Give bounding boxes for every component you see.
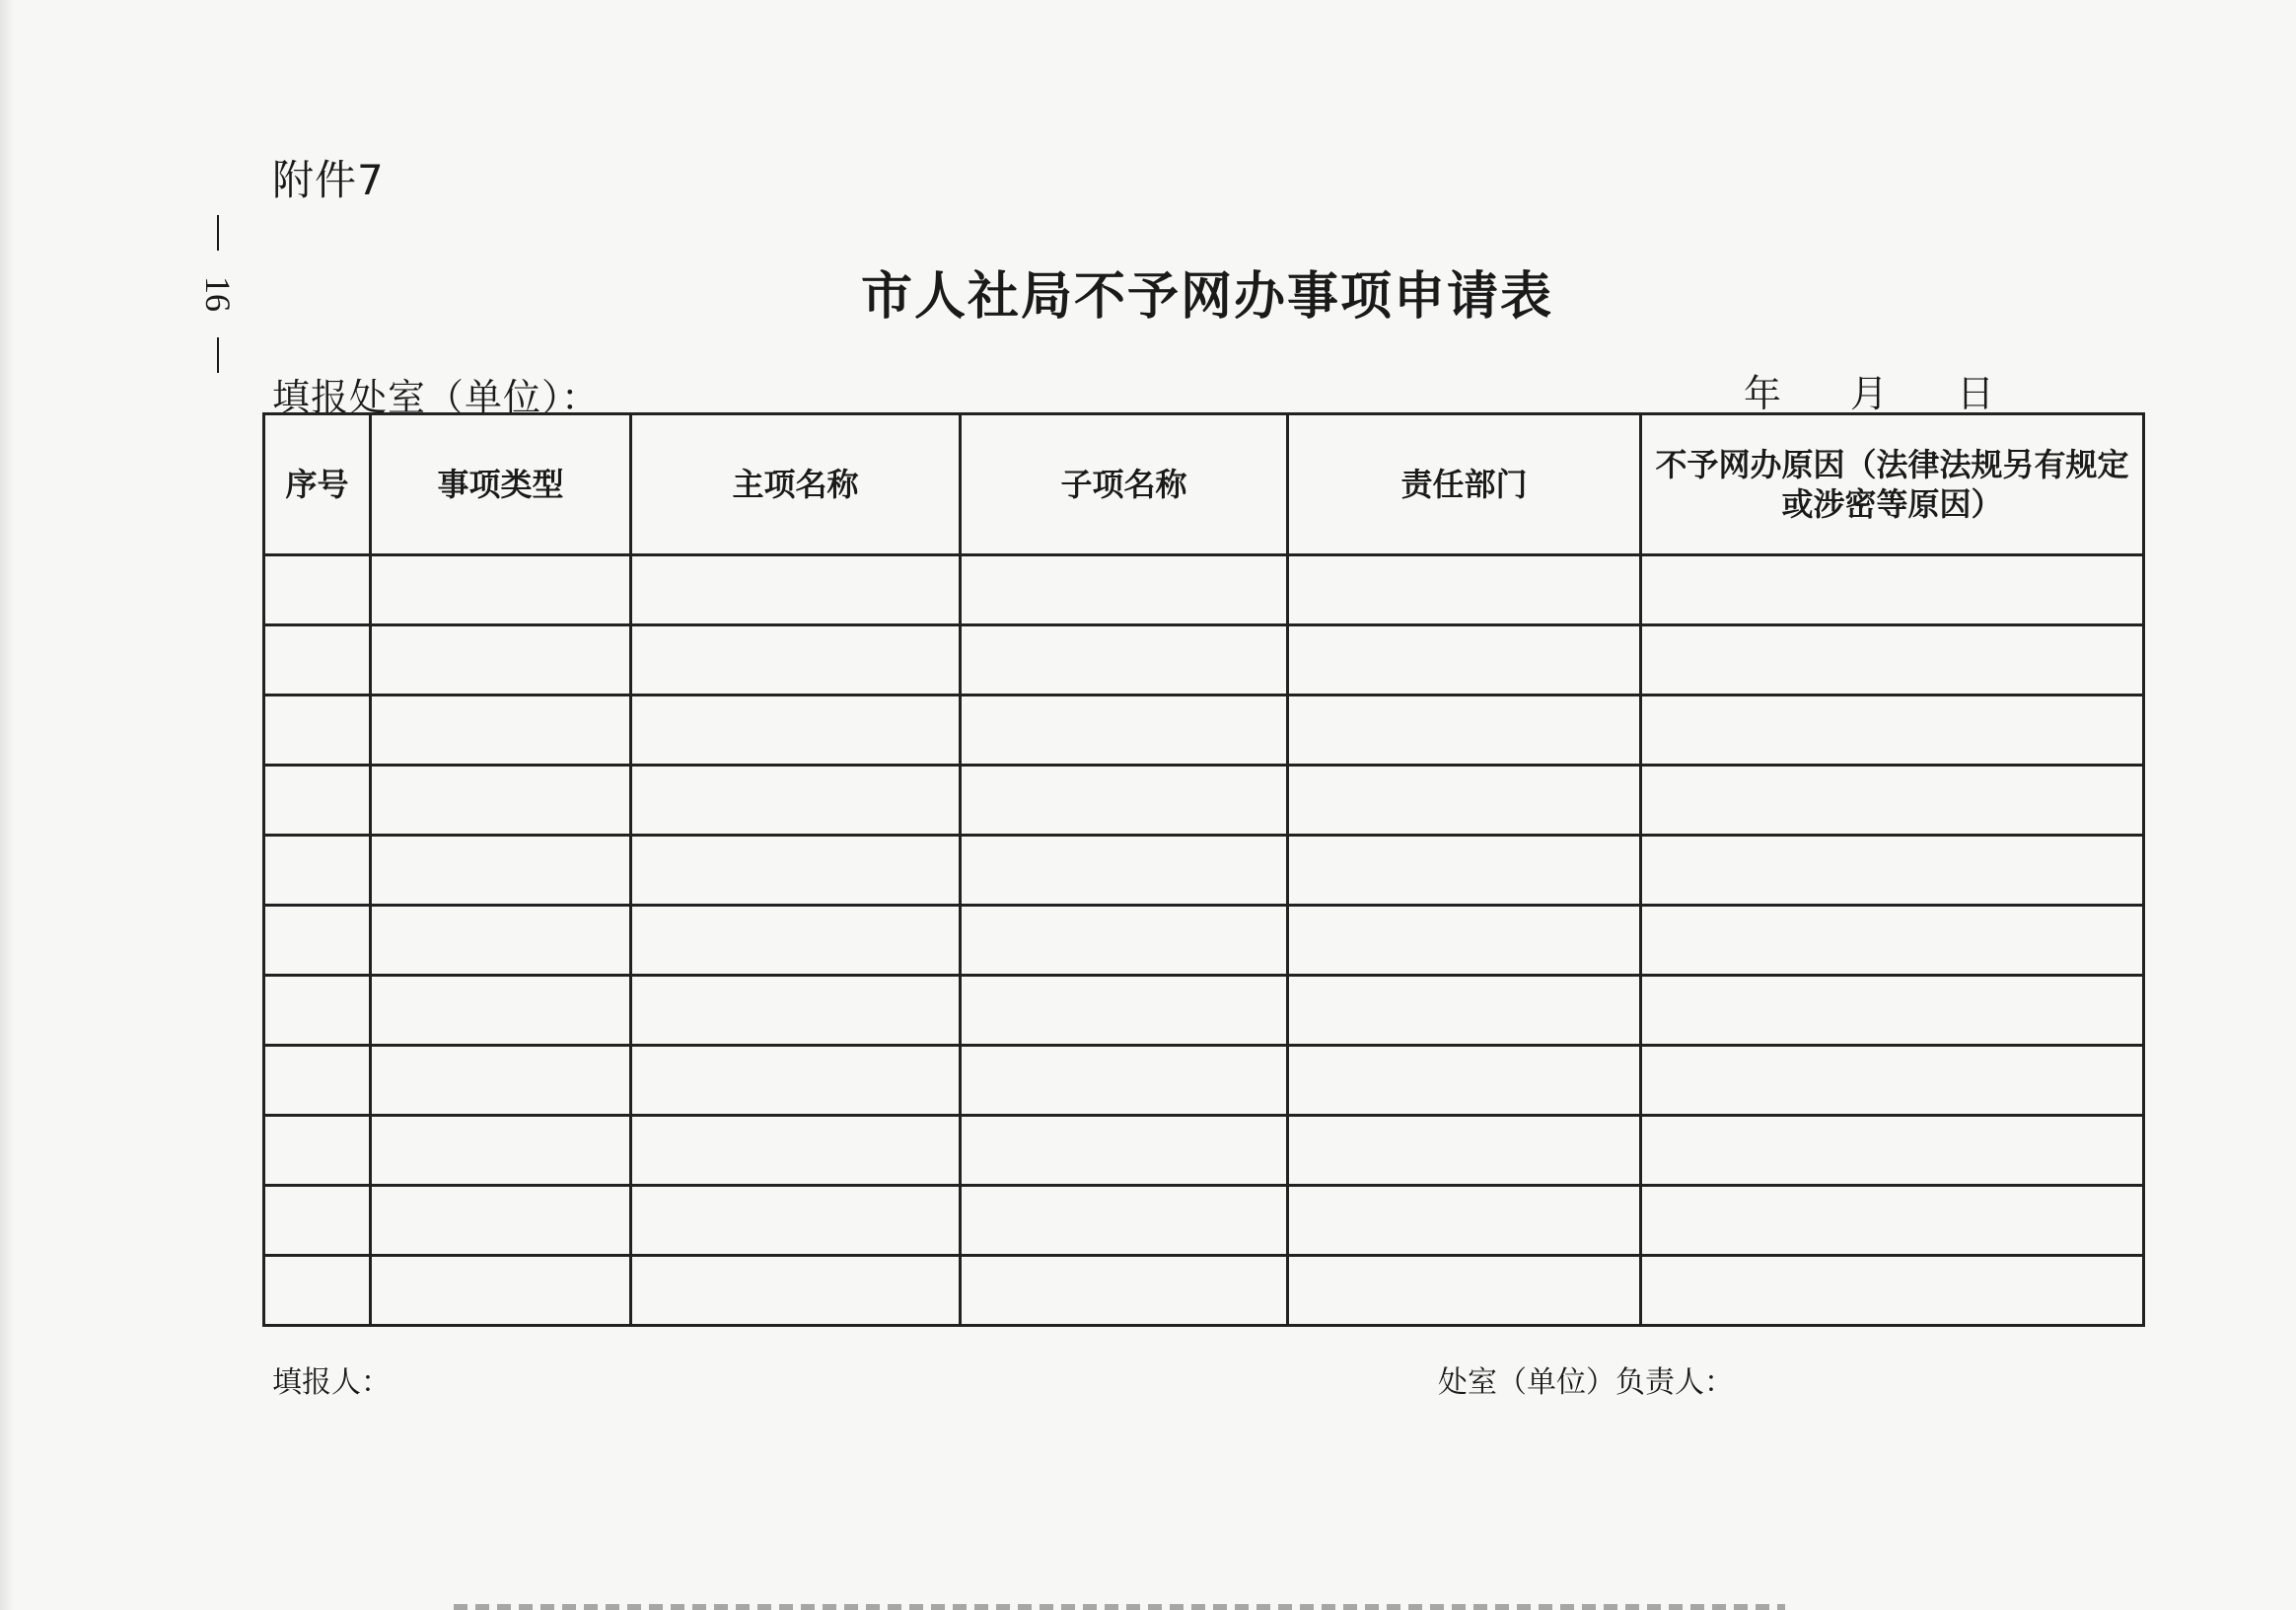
table-cell[interactable] bbox=[1288, 976, 1641, 1046]
table-cell[interactable] bbox=[371, 625, 631, 695]
table-cell[interactable] bbox=[631, 1046, 961, 1116]
table-cell[interactable] bbox=[961, 836, 1288, 906]
table-cell[interactable] bbox=[1288, 906, 1641, 976]
table-cell[interactable] bbox=[961, 976, 1288, 1046]
table-cell[interactable] bbox=[371, 1256, 631, 1326]
table-cell[interactable] bbox=[264, 625, 371, 695]
table-cell[interactable] bbox=[961, 1256, 1288, 1326]
table-cell[interactable] bbox=[371, 766, 631, 836]
table-cell[interactable] bbox=[371, 1186, 631, 1256]
table-row bbox=[264, 766, 2144, 836]
table-cell[interactable] bbox=[1288, 1046, 1641, 1116]
table-cell[interactable] bbox=[1641, 695, 2144, 766]
table-row bbox=[264, 625, 2144, 695]
table-cell[interactable] bbox=[961, 766, 1288, 836]
column-header-serial: 序号 bbox=[264, 414, 371, 555]
table-cell[interactable] bbox=[631, 1256, 961, 1326]
date-year-label: 年 bbox=[1744, 372, 1782, 415]
table-cell[interactable] bbox=[631, 906, 961, 976]
table-cell[interactable] bbox=[1641, 1046, 2144, 1116]
table-cell[interactable] bbox=[1641, 555, 2144, 625]
table-cell[interactable] bbox=[1288, 766, 1641, 836]
table-row bbox=[264, 836, 2144, 906]
table-cell[interactable] bbox=[961, 625, 1288, 695]
table-cell[interactable] bbox=[631, 695, 961, 766]
table-cell[interactable] bbox=[371, 836, 631, 906]
table-cell[interactable] bbox=[264, 836, 371, 906]
table-cell[interactable] bbox=[371, 695, 631, 766]
table-cell[interactable] bbox=[1288, 555, 1641, 625]
application-table bbox=[262, 412, 2145, 1327]
column-header-responsible-dept: 责任部门 bbox=[1288, 414, 1641, 555]
table-cell[interactable] bbox=[371, 976, 631, 1046]
page-number-dash-bottom bbox=[217, 337, 219, 373]
column-header-sub-item-name: 子项名称 bbox=[961, 414, 1288, 555]
table-cell[interactable] bbox=[1641, 906, 2144, 976]
table-cell[interactable] bbox=[1641, 976, 2144, 1046]
table-cell[interactable] bbox=[264, 555, 371, 625]
table-cell[interactable] bbox=[1641, 1116, 2144, 1186]
date-day-label: 日 bbox=[1957, 372, 1995, 415]
table-cell[interactable] bbox=[1641, 1256, 2144, 1326]
table-row bbox=[264, 695, 2144, 766]
table-cell[interactable] bbox=[1288, 1116, 1641, 1186]
table-cell[interactable] bbox=[1288, 836, 1641, 906]
scan-artifact-line bbox=[454, 1604, 1785, 1610]
page-number-dash-top bbox=[217, 215, 219, 251]
table-cell[interactable] bbox=[1641, 1186, 2144, 1256]
column-header-main-item-name: 主项名称 bbox=[631, 414, 961, 555]
table-cell[interactable] bbox=[1641, 766, 2144, 836]
table-body bbox=[264, 555, 2144, 1326]
table-row bbox=[264, 1186, 2144, 1256]
table-header-row bbox=[264, 414, 2144, 555]
table-cell[interactable] bbox=[631, 625, 961, 695]
table-cell[interactable] bbox=[631, 1186, 961, 1256]
table-cell[interactable] bbox=[961, 1046, 1288, 1116]
table-cell[interactable] bbox=[264, 695, 371, 766]
column-header-item-type: 事项类型 bbox=[371, 414, 631, 555]
table-cell[interactable] bbox=[631, 1116, 961, 1186]
table-cell[interactable] bbox=[371, 1046, 631, 1116]
table-cell[interactable] bbox=[371, 1116, 631, 1186]
table-row bbox=[264, 976, 2144, 1046]
table-cell[interactable] bbox=[1288, 1186, 1641, 1256]
table-cell[interactable] bbox=[1641, 625, 2144, 695]
table-cell[interactable] bbox=[264, 976, 371, 1046]
table-cell[interactable] bbox=[264, 1116, 371, 1186]
date-month-label: 月 bbox=[1850, 372, 1889, 415]
table-cell[interactable] bbox=[1288, 625, 1641, 695]
table-cell[interactable] bbox=[961, 695, 1288, 766]
table-cell[interactable] bbox=[631, 836, 961, 906]
date-line bbox=[1744, 363, 1994, 417]
table-cell[interactable] bbox=[264, 1046, 371, 1116]
table-cell[interactable] bbox=[961, 1116, 1288, 1186]
table-cell[interactable] bbox=[264, 766, 371, 836]
table-cell[interactable] bbox=[371, 906, 631, 976]
filler-label: 填报人： bbox=[272, 1365, 391, 1400]
table-cell[interactable] bbox=[631, 766, 961, 836]
attachment-label: 附件7 bbox=[272, 156, 385, 204]
table-cell[interactable] bbox=[1288, 695, 1641, 766]
document-title: 市人社局不予网办事项申请表 bbox=[860, 266, 1553, 327]
table-cell[interactable] bbox=[631, 555, 961, 625]
table-cell[interactable] bbox=[264, 906, 371, 976]
table-cell[interactable] bbox=[631, 976, 961, 1046]
page-number-value: 16 bbox=[198, 276, 238, 312]
table-row bbox=[264, 906, 2144, 976]
table-row bbox=[264, 1046, 2144, 1116]
table-row bbox=[264, 1116, 2144, 1186]
table-cell[interactable] bbox=[961, 1186, 1288, 1256]
table-cell[interactable] bbox=[371, 555, 631, 625]
table-cell[interactable] bbox=[961, 906, 1288, 976]
scan-edge-shade bbox=[0, 0, 14, 1610]
table-cell[interactable] bbox=[961, 555, 1288, 625]
table-cell[interactable] bbox=[264, 1256, 371, 1326]
table-cell[interactable] bbox=[264, 1186, 371, 1256]
table-row bbox=[264, 1256, 2144, 1326]
fill-unit-label: 填报处室（单位）： bbox=[272, 376, 601, 419]
department-head-label: 处室（单位）负责人： bbox=[1438, 1365, 1734, 1400]
column-header-reason: 不予网办原因（法律法规另有规定或涉密等原因） bbox=[1641, 414, 2144, 555]
table-cell[interactable] bbox=[1641, 836, 2144, 906]
table-cell[interactable] bbox=[1288, 1256, 1641, 1326]
table-row bbox=[264, 555, 2144, 625]
